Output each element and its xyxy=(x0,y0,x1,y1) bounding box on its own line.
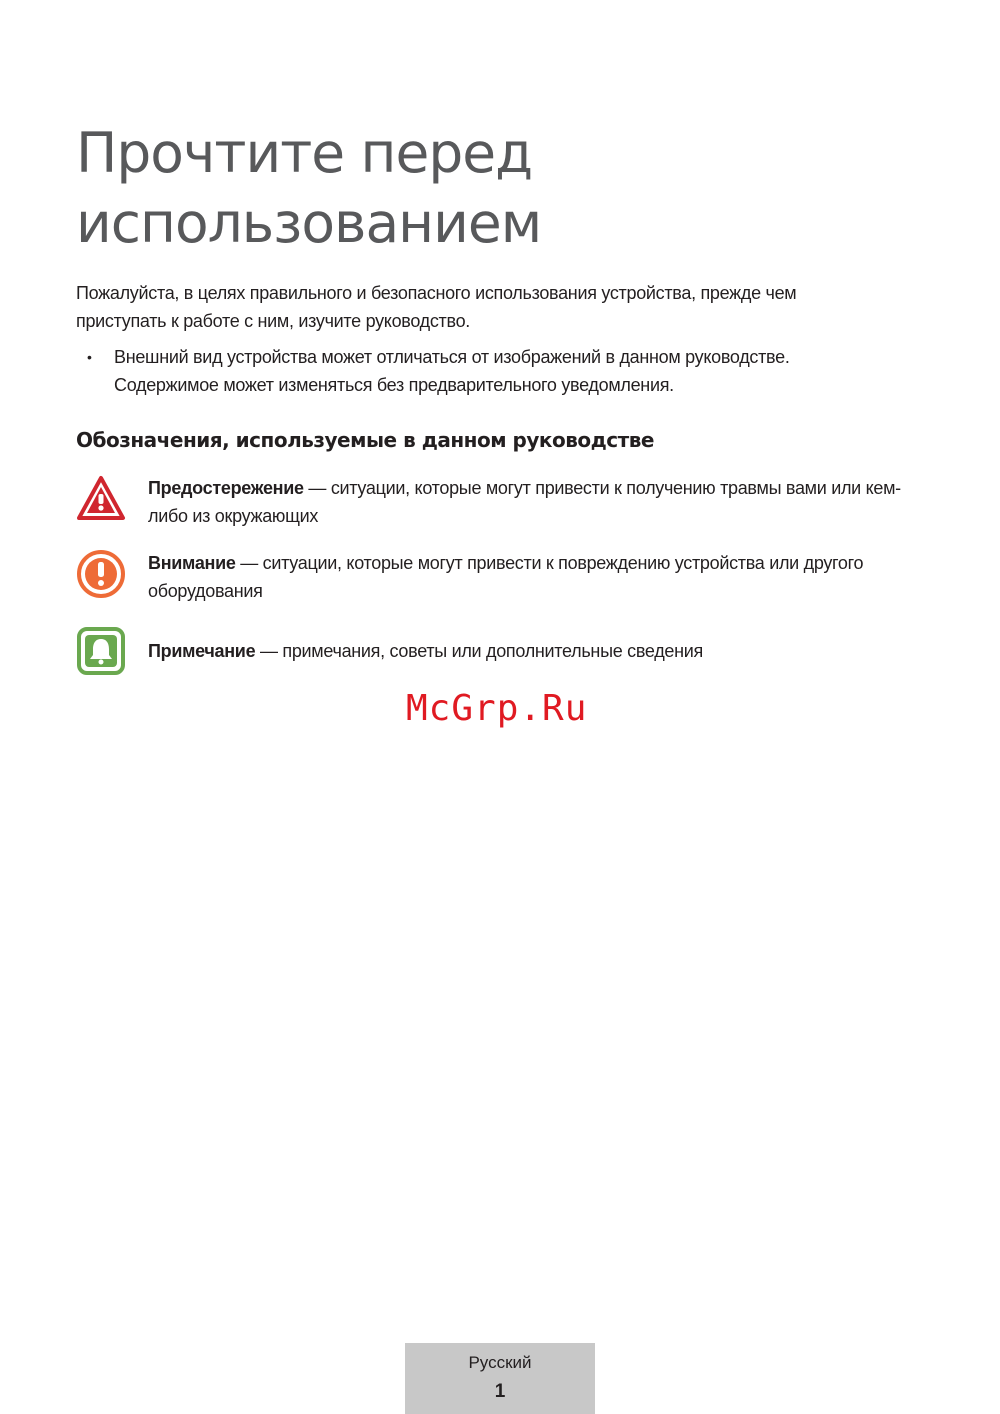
page-title-line-1: Прочтите перед xyxy=(76,121,533,185)
note-bell-icon xyxy=(76,626,126,676)
notice-caution-description: — ситуации, которые могут привести к повреждению устройства или другого оборудования xyxy=(148,553,864,601)
notice-caution-term: Внимание xyxy=(148,553,236,573)
notice-warning-term: Предостережение xyxy=(148,478,304,498)
page-number: 1 xyxy=(494,1381,506,1402)
notice-note-description: — примечания, советы или дополнительные сведения xyxy=(255,641,703,661)
bullet-dot: • xyxy=(87,349,92,365)
notice-warning-text xyxy=(148,474,918,530)
intro-paragraph: Пожалуйста, в целях правильного и безопасного использования устройства, прежде чем приступать к работе с ним, изучите руководство. xyxy=(76,283,797,331)
section-heading: Обозначения, используемые в данном руководстве xyxy=(76,428,654,452)
caution-exclamation-icon xyxy=(76,549,126,599)
page-title xyxy=(76,118,541,258)
notice-note-term: Примечание xyxy=(148,641,256,661)
warning-triangle-icon xyxy=(76,474,126,524)
watermark: McGrp.Ru xyxy=(406,688,588,729)
bullet-item xyxy=(76,343,896,399)
page-title-line-2: использованием xyxy=(76,191,542,255)
footer-language: Русский xyxy=(468,1353,532,1372)
notice-note-text xyxy=(148,637,918,665)
page-footer xyxy=(405,1343,595,1414)
notice-warning-description: — ситуации, которые могут привести к получению травмы вами или кем-либо из окружающих xyxy=(148,478,901,526)
notice-caution-text xyxy=(148,549,918,605)
bullet-text: Внешний вид устройства может отличаться от изображений в данном руководстве. Содержимое может изменяться без предварительного уведомления. xyxy=(114,347,790,395)
